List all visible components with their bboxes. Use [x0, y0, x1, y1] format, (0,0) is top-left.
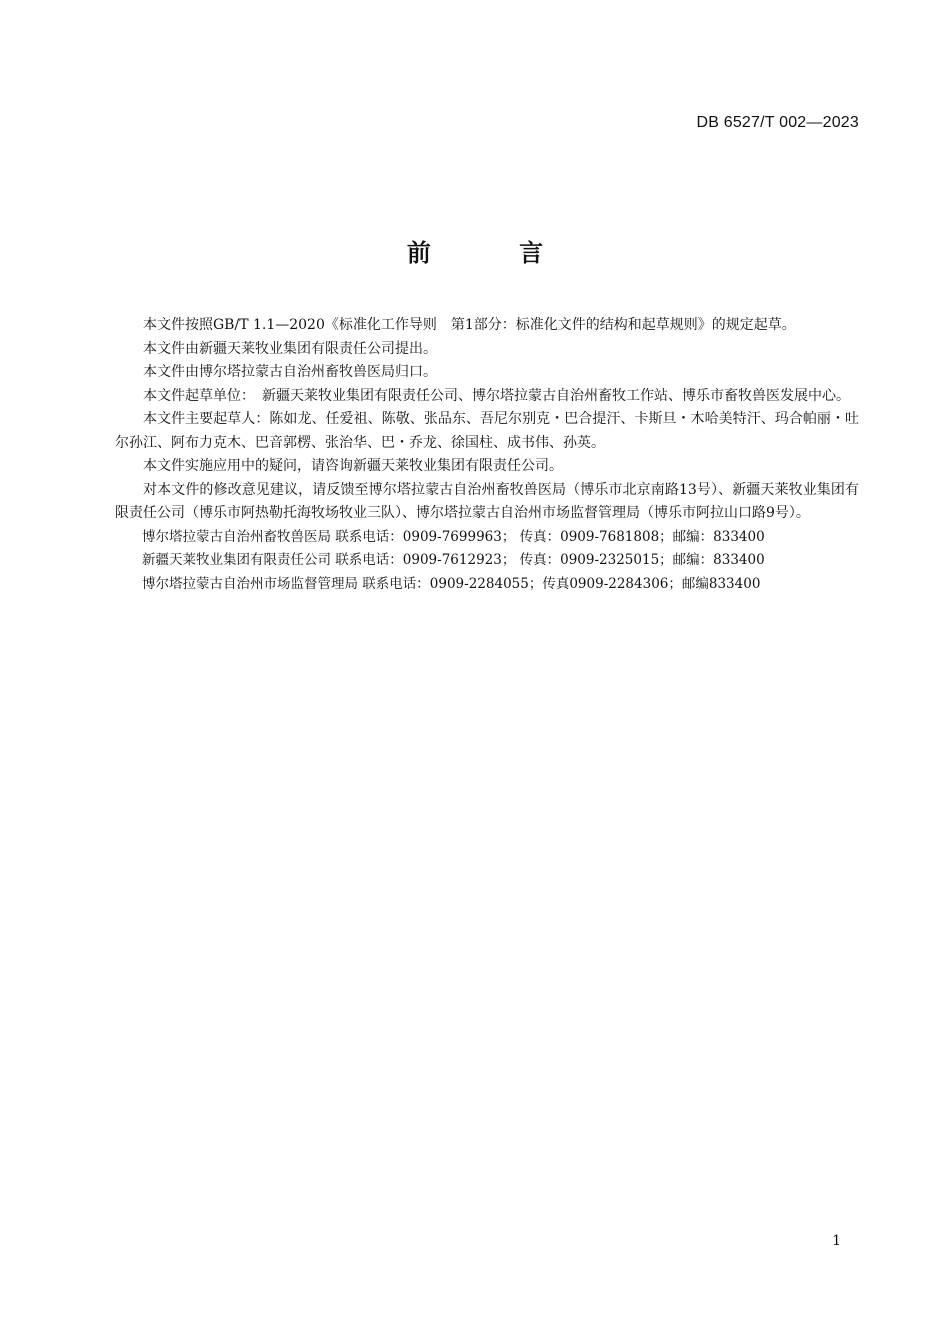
paragraph-proposer: 本文件由新疆天莱牧业集团有限责任公司提出。 — [143, 340, 437, 357]
paragraph-drafting-units: 本文件起草单位： 新疆天莱牧业集团有限责任公司、博尔塔拉蒙古自治州畜牧工作站、博乐市畜牧兽医发展中心。 — [143, 387, 850, 404]
page-number: 1 — [832, 1233, 841, 1249]
paragraph-feedback: 对本文件的修改意见建议，请反馈至博尔塔拉蒙古自治州畜牧兽医局（博乐市北京南路13号）、新疆天莱牧业集团有限责任公司（博乐市阿热勒托海牧场牧业三队）、博尔塔拉蒙古自治州市场监督管理局（博乐市阿拉山口路9号）。 — [115, 481, 859, 521]
paragraph-drafters: 本文件主要起草人：陈如龙、任爱祖、陈敬、张品东、吾尼尔别克・巴合提汗、卡斯旦・木哈美特汗、玛合帕丽・吐尔孙江、阿布力克木、巴音郭楞、张治华、巴・乔龙、徐国柱、成书伟、孙英。 — [115, 411, 859, 451]
paragraph-administrator: 本文件由博尔塔拉蒙古自治州畜牧兽医局归口。 — [143, 364, 437, 380]
contact-line: 博尔塔拉蒙古自治州畜牧兽医局 联系电话：0909-7699963； 传真：0909-7681808；邮编：833400 — [142, 528, 765, 545]
paragraph-drafting-rules: 本文件按照GB/T 1.1—2020《标准化工作导则 第1部分：标准化文件的结构和起草规则》的规定起草。 — [143, 317, 796, 333]
preface-body — [115, 314, 859, 596]
document-code: DB 6527/T 002—2023 — [696, 114, 859, 131]
contact-line: 博尔塔拉蒙古自治州市场监督管理局 联系电话：0909-2284055；传真0909-2284306；邮编833400 — [142, 575, 761, 592]
contact-line: 新疆天莱牧业集团有限责任公司 联系电话：0909-7612923； 传真：0909-2325015；邮编：833400 — [142, 552, 765, 568]
page-title: 前 言 — [406, 239, 584, 267]
paragraph-inquiries: 本文件实施应用中的疑问，请咨询新疆天莱牧业集团有限责任公司。 — [143, 458, 563, 474]
